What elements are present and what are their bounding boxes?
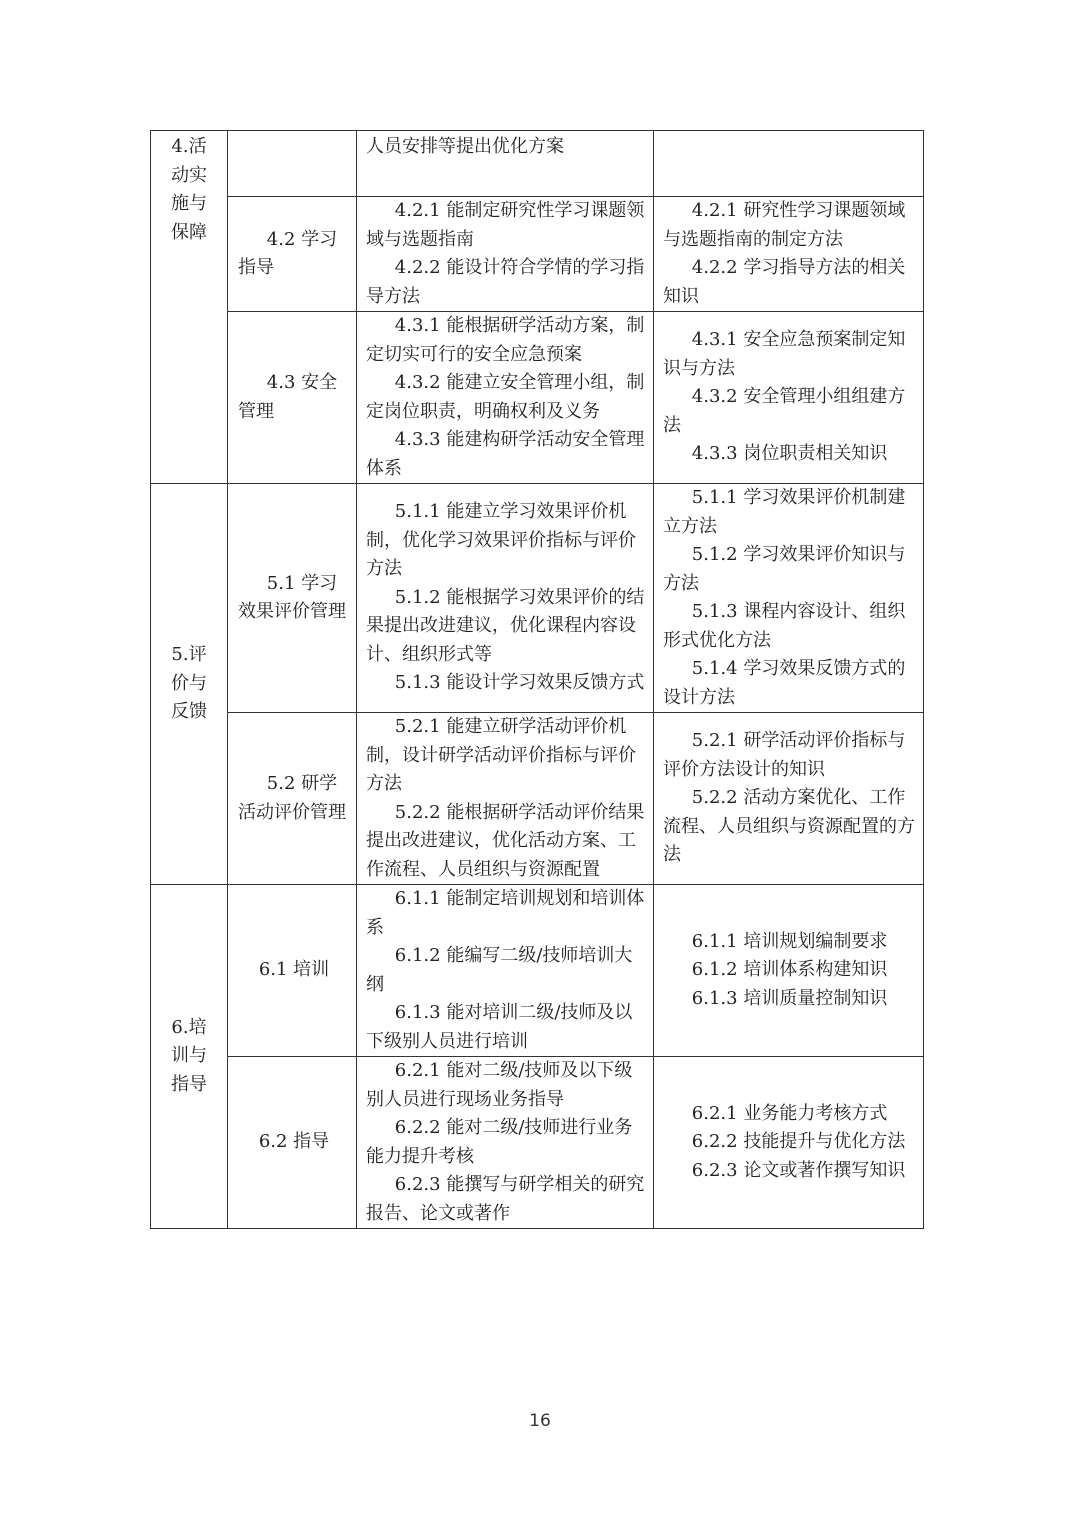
knowledge-item: 4.3.1 安全应急预案制定知识与方法 [663, 329, 906, 379]
knowledge-item: 5.1.3 课程内容设计、组织形式优化方法 [663, 601, 906, 651]
competency-table [150, 130, 924, 1229]
knowledge-cell [654, 1057, 924, 1229]
skill-item: 4.3.3 能建构研学活动安全管理体系 [366, 429, 645, 479]
subcategory-cell: 6.1 培训 [228, 885, 357, 1057]
knowledge-item: 6.2.3 论文或著作撰写知识 [691, 1159, 906, 1181]
skills-cell [357, 1057, 654, 1229]
skills-cell [357, 312, 654, 484]
skill-item: 5.1.2 能根据学习效果评价的结果提出改进建议，优化课程内容设计、组织形式等 [366, 586, 645, 665]
knowledge-item: 5.2.2 活动方案优化、工作流程、人员组织与资源配置的方法 [663, 787, 915, 866]
knowledge-item: 5.1.4 学习效果反馈方式的设计方法 [663, 658, 906, 708]
knowledge-item: 4.2.2 学习指导方法的相关知识 [663, 257, 906, 307]
category-cell: 6.培训与指导 [151, 885, 228, 1229]
skill-item: 5.2.1 能建立研学活动评价机制，设计研学活动评价指标与评价方法 [366, 716, 636, 794]
skill-item: 4.2.2 能设计符合学情的学习指导方法 [366, 257, 645, 307]
skill-item: 5.1.1 能建立学习效果评价机制，优化学习效果评价指标与评价方法 [366, 501, 636, 580]
subcategory-cell: 5.2 研学活动评价管理 [228, 713, 357, 885]
skills-cell [357, 713, 654, 885]
skills-cell [357, 197, 654, 312]
skill-item: 6.1.1 能制定培训规划和培训体系 [366, 888, 645, 938]
knowledge-cell [654, 312, 924, 484]
table-row [151, 312, 924, 484]
skill-item: 4.2.1 能制定研究性学习课题领域与选题指南 [366, 200, 645, 250]
skill-item: 6.1.3 能对培训二级/技师及以下级别人员进行培训 [366, 1002, 633, 1052]
subcategory-cell: 5.1 学习效果评价管理 [228, 484, 357, 713]
knowledge-item: 6.1.3 培训质量控制知识 [691, 987, 888, 1009]
table-row [151, 131, 924, 197]
knowledge-cell [654, 713, 924, 885]
skill-item: 5.2.2 能根据研学活动评价结果提出改进建议，优化活动方案、工作流程、人员组织与资源配置 [366, 801, 645, 880]
knowledge-item: 5.1.1 学习效果评价机制建立方法 [663, 487, 906, 537]
skill-item: 6.2.2 能对二级/技师进行业务能力提升考核 [366, 1117, 633, 1167]
skill-item: 6.2.3 能撰写与研学相关的研究报告、论文或著作 [366, 1174, 645, 1224]
table-row [151, 885, 924, 1057]
subcategory-cell: 4.3 安全管理 [228, 312, 357, 484]
knowledge-item: 4.2.1 研究性学习课题领域与选题指南的制定方法 [663, 200, 906, 250]
knowledge-item: 6.1.2 培训体系构建知识 [691, 959, 888, 981]
skill-item: 6.1.2 能编写二级/技师培训大纲 [366, 945, 633, 995]
knowledge-item: 6.1.1 培训规划编制要求 [691, 930, 888, 952]
knowledge-cell [654, 885, 924, 1057]
knowledge-item: 6.2.2 技能提升与优化方法 [691, 1131, 906, 1153]
table-row [151, 713, 924, 885]
table-row [151, 197, 924, 312]
skill-item: 5.1.3 能设计学习效果反馈方式 [394, 672, 645, 694]
table-row [151, 1057, 924, 1229]
subcategory-cell: 6.2 指导 [228, 1057, 357, 1229]
knowledge-cell [654, 484, 924, 713]
knowledge-item: 5.1.2 学习效果评价知识与方法 [663, 544, 906, 594]
page-number: 16 [529, 1411, 551, 1431]
skills-cell [357, 131, 654, 197]
skill-item: 人员安排等提出优化方案 [366, 136, 564, 157]
subcategory-cell: 4.2 学习指导 [228, 197, 357, 312]
skill-item: 6.2.1 能对二级/技师及以下级别人员进行现场业务指导 [366, 1060, 633, 1110]
category-cell: 4.活动实施与保障 [151, 131, 228, 484]
skill-item: 4.3.2 能建立安全管理小组，制定岗位职责，明确权利及义务 [366, 372, 645, 422]
knowledge-item: 5.2.1 研学活动评价指标与评价方法设计的知识 [663, 730, 906, 780]
table-row [151, 484, 924, 713]
category-cell: 5.评价与反馈 [151, 484, 228, 885]
knowledge-item: 4.3.2 安全管理小组组建方法 [663, 386, 906, 436]
skills-cell [357, 484, 654, 713]
skill-item: 4.3.1 能根据研学活动方案，制定切实可行的安全应急预案 [366, 315, 645, 365]
knowledge-cell [654, 197, 924, 312]
skills-cell [357, 885, 654, 1057]
knowledge-item: 6.2.1 业务能力考核方式 [691, 1102, 888, 1124]
knowledge-item: 4.3.3 岗位职责相关知识 [691, 443, 888, 465]
knowledge-cell-empty [654, 131, 924, 197]
subcategory-cell-empty [228, 131, 357, 197]
